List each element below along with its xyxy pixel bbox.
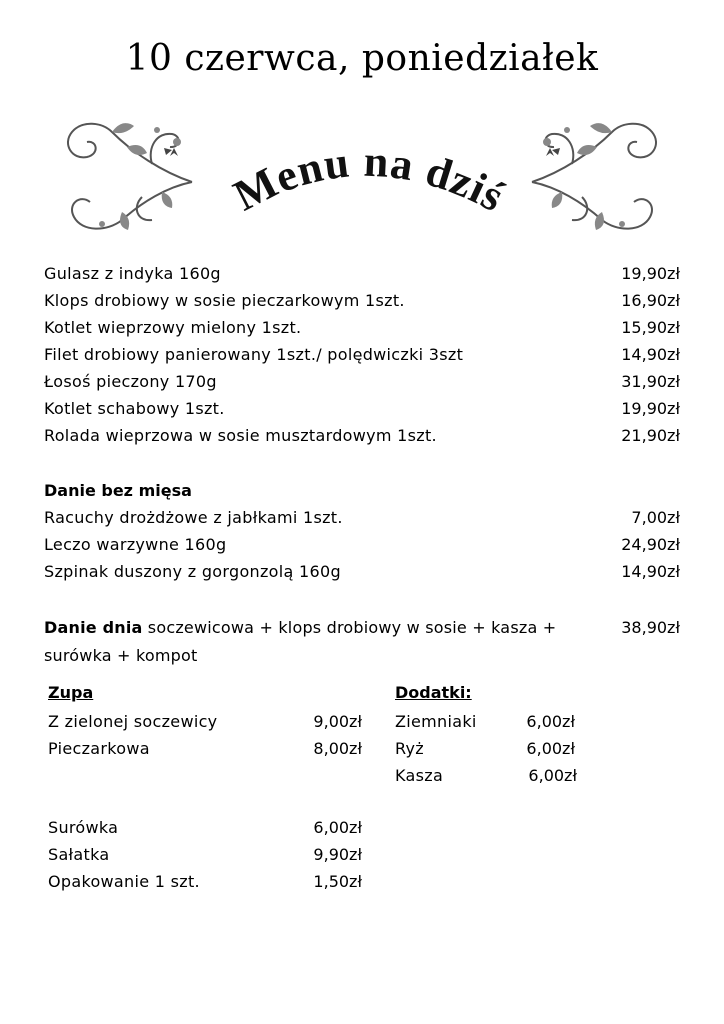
menu-item-name: Filet drobiowy panierowany 1szt./ polędwiczki 3szt <box>44 345 464 364</box>
banner-title: Menu na dziś <box>226 136 513 222</box>
soup-item-price: 9,00zł <box>313 712 362 731</box>
daily-special-desc: soczewicowa + klops drobiowy w sosie + kasza + surówka + kompot <box>44 618 557 665</box>
soup-heading: Zupa <box>48 683 94 702</box>
soup-item <box>48 739 362 765</box>
menu-item-name: Racuchy drożdżowe z jabłkami 1szt. <box>44 508 343 527</box>
menu-item-price: 21,90zł <box>621 426 680 445</box>
daily-special-price: 38,90zł <box>621 618 680 637</box>
menu-item-price: 15,90zł <box>621 318 680 337</box>
menu-item <box>44 345 680 371</box>
extra-item-price: 9,90zł <box>313 845 362 864</box>
menu-item <box>44 372 680 398</box>
menu-item <box>44 291 680 317</box>
extra-item <box>48 845 362 871</box>
menu-item <box>44 264 680 290</box>
extra-item <box>48 818 362 844</box>
menu-item-name: Kotlet wieprzowy mielony 1szt. <box>44 318 302 337</box>
daily-special-label: Danie dnia <box>44 618 143 637</box>
sides-heading: Dodatki: <box>395 683 472 702</box>
side-item <box>395 739 575 765</box>
extra-item-price: 1,50zł <box>313 872 362 891</box>
soup-item-name: Pieczarkowa <box>48 739 150 758</box>
menu-item-price: 7,00zł <box>631 508 680 527</box>
side-item-price: 6,00zł <box>526 712 575 731</box>
floral-ornament-left-icon <box>52 112 202 237</box>
menu-item <box>44 508 680 534</box>
menu-item <box>44 426 680 452</box>
extra-item-name: Sałatka <box>48 845 110 864</box>
soup-item-name: Z zielonej soczewicy <box>48 712 218 731</box>
menu-item-name: Leczo warzywne 160g <box>44 535 227 554</box>
daily-special <box>44 614 564 670</box>
side-item-price: 6,00zł <box>528 766 577 785</box>
menu-item-price: 16,90zł <box>621 291 680 310</box>
side-item-name: Kasza <box>395 766 444 785</box>
menu-item-name: Klops drobiowy w sosie pieczarkowym 1szt. <box>44 291 405 310</box>
menu-item-price: 14,90zł <box>621 345 680 364</box>
floral-ornament-right-icon <box>522 112 672 237</box>
menu-item-name: Łosoś pieczony 170g <box>44 372 217 391</box>
menu-item-name: Szpinak duszony z gorgonzolą 160g <box>44 562 341 581</box>
menu-item-name: Rolada wieprzowa w sosie musztardowym 1szt. <box>44 426 437 445</box>
menu-item-name: Kotlet schabowy 1szt. <box>44 399 225 418</box>
extra-item-price: 6,00zł <box>313 818 362 837</box>
menu-item-price: 14,90zł <box>621 562 680 581</box>
menu-item-price: 19,90zł <box>621 399 680 418</box>
menu-banner <box>52 112 672 237</box>
side-item <box>395 766 577 792</box>
side-item-name: Ziemniaki <box>395 712 477 731</box>
meatless-heading: Danie bez mięsa <box>44 481 192 500</box>
menu-item <box>44 318 680 344</box>
soup-item <box>48 712 362 738</box>
page-date: 10 czerwca, poniedziałek <box>125 38 599 79</box>
menu-item-name: Gulasz z indyka 160g <box>44 264 221 283</box>
banner-title-arc <box>202 112 522 237</box>
menu-item-price: 19,90zł <box>621 264 680 283</box>
side-item-price: 6,00zł <box>526 739 575 758</box>
svg-text:Menu na dziś <box>226 137 513 222</box>
menu-item <box>44 535 680 561</box>
side-item-name: Ryż <box>395 739 425 758</box>
extra-item-name: Surówka <box>48 818 119 837</box>
extra-item-name: Opakowanie 1 szt. <box>48 872 200 891</box>
extra-item <box>48 872 362 898</box>
menu-item-price: 31,90zł <box>621 372 680 391</box>
menu-item <box>44 399 680 425</box>
menu-item-price: 24,90zł <box>621 535 680 554</box>
side-item <box>395 712 575 738</box>
menu-item <box>44 562 680 588</box>
soup-item-price: 8,00zł <box>313 739 362 758</box>
